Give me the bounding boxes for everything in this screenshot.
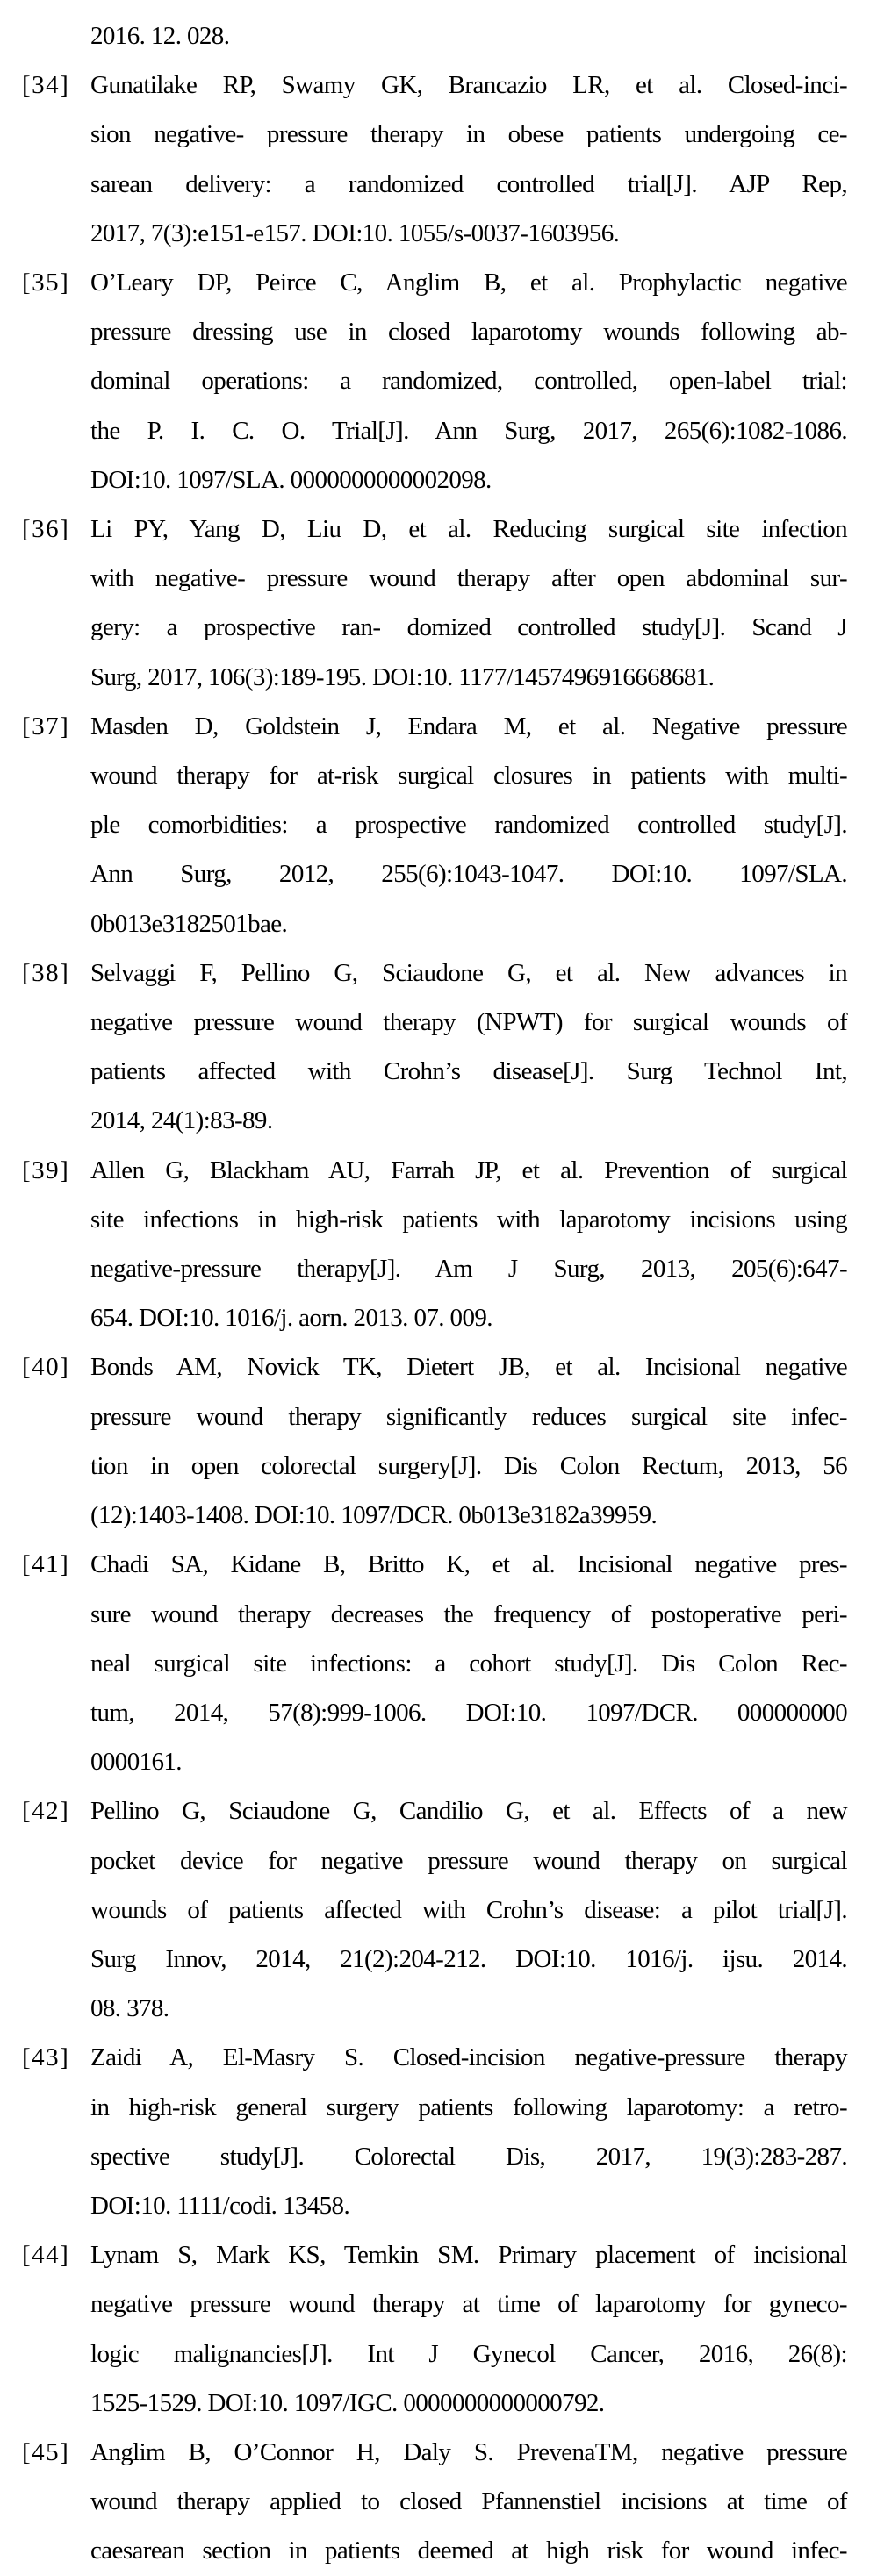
reference-line: Surg Innov, 2014, 21(2):204-212. DOI:10. 1016/j. ijsu. 2014. [90, 1944, 847, 1973]
reference-line: 0000161. [90, 1748, 182, 1777]
reference-line: 1525-1529. DOI:10. 1097/IGC. 0000000000000792. [90, 2388, 605, 2417]
reference-line: ple comorbidities: a prospective randomized controlled study[J]. [90, 811, 847, 840]
reference-number: [44] [22, 2241, 70, 2270]
reference-line: 2017, 7(3):e151-e157. DOI:10. 1055/s-0037-1603956. [90, 218, 620, 247]
reference-line: patients affected with Crohn’s disease[J]. Surg Technol Int, [90, 1057, 847, 1086]
reference-line: 0b013e3182501bae. [90, 909, 288, 938]
reference-line: 2014, 24(1):83-89. [90, 1106, 273, 1135]
reference-line: neal surgical site infections: a cohort study[J]. Dis Colon Rec- [90, 1649, 847, 1678]
reference-text [90, 504, 847, 702]
reference-text [90, 258, 847, 504]
reference-text [90, 1540, 847, 1786]
reference-line: Selvaggi F, Pellino G, Sciaudone G, et al. New advances in [90, 958, 847, 987]
reference-number: [43] [22, 2043, 70, 2072]
reference-line: 2016. 12. 028. [90, 22, 230, 50]
reference-line: wound therapy for at-risk surgical closures in patients with multi- [90, 762, 847, 791]
reference-item [0, 1786, 877, 2033]
reference-line: Allen G, Blackham AU, Farrah JP, et al. Prevention of surgical [90, 1156, 847, 1184]
reference-line: spective study[J]. Colorectal Dis, 2017, 19(3):283-287. [90, 2142, 847, 2171]
reference-line: wounds of patients affected with Crohn’s disease: a pilot trial[J]. [90, 1895, 847, 1924]
reference-item [0, 1342, 877, 1540]
reference-line: negative pressure wound therapy at time of laparotomy for gyneco- [90, 2290, 847, 2319]
reference-line: the P. I. C. O. Trial[J]. Ann Surg, 2017, 265(6):1082-1086. [90, 416, 847, 445]
reference-item [0, 2033, 877, 2230]
reference-text [90, 948, 847, 1146]
reference-text [90, 2230, 847, 2428]
reference-line: wound therapy applied to closed Pfannenstiel incisions at time of [90, 2487, 847, 2516]
reference-line: Gunatilake RP, Swamy GK, Brancazio LR, et al. Closed-inci- [90, 71, 847, 100]
reference-number: [40] [22, 1353, 70, 1382]
reference-item [0, 504, 877, 702]
reference-text [90, 1342, 847, 1540]
reference-item [0, 2230, 877, 2428]
reference-line: gery: a prospective ran- domized controlled study[J]. Scand J [90, 613, 847, 642]
reference-text [90, 2033, 847, 2230]
reference-line: tum, 2014, 57(8):999-1006. DOI:10. 1097/DCR. 000000000 [90, 1698, 847, 1727]
reference-line: Anglim B, O’Connor H, Daly S. PrevenaTM, negative pressure [90, 2437, 847, 2466]
reference-item [0, 2428, 877, 2576]
reference-text [90, 702, 847, 948]
reference-line: Chadi SA, Kidane B, Britto K, et al. Incisional negative pres- [90, 1550, 847, 1579]
reference-item [0, 61, 877, 258]
reference-number: [36] [22, 515, 70, 544]
reference-line: Pellino G, Sciaudone G, Candilio G, et al. Effects of a new [90, 1797, 847, 1826]
reference-item [0, 702, 877, 948]
reference-line: Bonds AM, Novick TK, Dietert JB, et al. Incisional negative [90, 1353, 847, 1382]
reference-number: [35] [22, 268, 70, 297]
reference-line: negative-pressure therapy[J]. Am J Surg, 2013, 205(6):647- [90, 1255, 847, 1284]
reference-text [90, 61, 847, 258]
reference-line: with negative- pressure wound therapy after open abdominal sur- [90, 564, 847, 593]
reference-number: [45] [22, 2437, 70, 2466]
reference-item [0, 1146, 877, 1343]
reference-line: Surg, 2017, 106(3):189-195. DOI:10. 1177/1457496916668681. [90, 662, 715, 691]
reference-item [0, 948, 877, 1146]
reference-number: [42] [22, 1797, 70, 1826]
reference-line: pocket device for negative pressure wound therapy on surgical [90, 1846, 847, 1875]
reference-line: dominal operations: a randomized, controlled, open-label trial: [90, 367, 847, 396]
reference-line: tion in open colorectal surgery[J]. Dis Colon Rectum, 2013, 56 [90, 1451, 847, 1480]
reference-number: [39] [22, 1156, 70, 1184]
reference-line: DOI:10. 1111/codi. 13458. [90, 2191, 350, 2220]
reference-item [0, 11, 877, 61]
reference-number: [34] [22, 71, 70, 100]
reference-number: [41] [22, 1550, 70, 1579]
reference-text [90, 2428, 847, 2576]
reference-line: pressure wound therapy significantly reduces surgical site infec- [90, 1402, 847, 1431]
reference-line: Zaidi A, El-Masry S. Closed-incision negative-pressure therapy [90, 2043, 847, 2072]
reference-line: caesarean section in patients deemed at high risk for wound infec- [90, 2537, 847, 2565]
reference-line: Lynam S, Mark KS, Temkin SM. Primary placement of incisional [90, 2241, 847, 2270]
reference-number: [38] [22, 958, 70, 987]
reference-line: in high-risk general surgery patients following laparotomy: a retro- [90, 2093, 847, 2122]
reference-line: sure wound therapy decreases the frequency of postoperative peri- [90, 1599, 847, 1628]
reference-text [90, 1786, 847, 2033]
reference-line: Li PY, Yang D, Liu D, et al. Reducing surgical site infection [90, 515, 847, 544]
reference-item [0, 1540, 877, 1786]
reference-line: site infections in high-risk patients with laparotomy incisions using [90, 1205, 847, 1234]
reference-line: 654. DOI:10. 1016/j. aorn. 2013. 07. 009. [90, 1304, 492, 1333]
reference-line: pressure dressing use in closed laparotomy wounds following ab- [90, 318, 847, 347]
reference-line: Ann Surg, 2012, 255(6):1043-1047. DOI:10. 1097/SLA. [90, 860, 847, 889]
reference-line: logic malignancies[J]. Int J Gynecol Cancer, 2016, 26(8): [90, 2339, 847, 2368]
reference-item [0, 258, 877, 504]
reference-text [90, 1146, 847, 1343]
reference-line: 08. 378. [90, 1994, 169, 2023]
reference-line: Masden D, Goldstein J, Endara M, et al. Negative pressure [90, 712, 847, 741]
reference-line: sarean delivery: a randomized controlled trial[J]. AJP Rep, [90, 169, 847, 198]
reference-line: DOI:10. 1097/SLA. 0000000000002098. [90, 465, 492, 494]
reference-line: (12):1403-1408. DOI:10. 1097/DCR. 0b013e3182a39959. [90, 1501, 658, 1530]
reference-line: sion negative- pressure therapy in obese patients undergoing ce- [90, 120, 847, 149]
reference-line: O’Leary DP, Peirce C, Anglim B, et al. Prophylactic negative [90, 268, 847, 297]
reference-line: negative pressure wound therapy (NPWT) for surgical wounds of [90, 1008, 847, 1037]
reference-number: [37] [22, 712, 70, 741]
reference-text [90, 11, 847, 61]
